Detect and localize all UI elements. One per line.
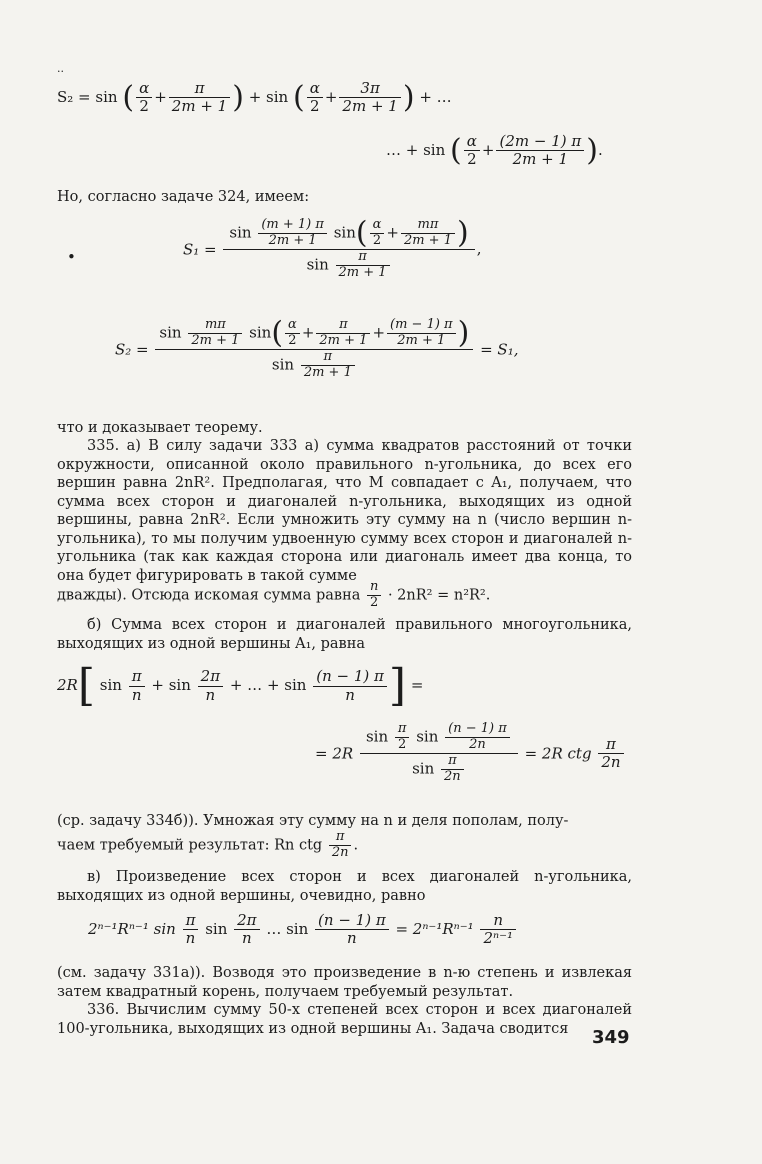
frac-den: 2m + 1 bbox=[338, 264, 387, 280]
frac-num: (n − 1) π bbox=[315, 912, 389, 930]
frac-den: n bbox=[185, 929, 196, 948]
frac-den: 2m + 1 bbox=[512, 150, 569, 169]
equation-s2-sum: S₂ = sin ( $\frac{\alpha}{2}$ + $\frac{\pi}{2m + 1}$ ) + sin ( $\frac{\alpha}{2}$ + $\frac{3\pi}{2m + 1}$ ) + … bbox=[57, 79, 452, 116]
paragraph-334b: (ср. задачу 334б)). Умножая эту сумму на n и деля пополам, полу- bbox=[57, 813, 569, 829]
para-result-tail: . bbox=[353, 837, 359, 854]
bullet-mark: • bbox=[67, 248, 76, 266]
frac-num: π bbox=[129, 668, 145, 686]
paragraph-335a: 335. а) В силу задачи 333 а) сумма квадратов расстояний от точки окружности, описанной около правильного n-угольника, до всех его вершин равна 2nR². Предполагая, что M совпадает с A₁, получаем, что сумма всех сторон и диагоналей n-угольника, выходящих из одной вершины, равна 2nR². Если умножить эту сумму на n (число вершин n-угольника), то мы получим удвоенную сумму всех сторон и диагоналей n-угольника (так как каждая сторона или диагональ имеет два конца, то она будет фигурировать в такой сумме bbox=[57, 438, 632, 584]
paragraph-331: (см. задачу 331а)). Возводя это произведение в n-ю степень и извлекая затем квадратный корень, получаем требуемый результат. bbox=[57, 965, 632, 1000]
sin-label: sin bbox=[229, 223, 252, 242]
eq-b1-tail: = bbox=[410, 676, 424, 694]
sin-label: sin bbox=[365, 727, 389, 746]
sin-label: sin bbox=[306, 255, 329, 274]
eq-b1-plus: + sin bbox=[151, 676, 191, 694]
paragraph-result bbox=[57, 830, 358, 861]
frac-den: n bbox=[131, 685, 142, 704]
frac-num: π bbox=[336, 250, 390, 266]
eq-s2-dots: + … bbox=[419, 87, 452, 106]
sin-label: sin bbox=[159, 323, 182, 342]
frac-num: 2π bbox=[234, 912, 259, 930]
frac-num: π bbox=[301, 350, 355, 366]
frac-den: 2m + 1 bbox=[319, 332, 368, 348]
equation-s2-fraction: S₂ = sin $\frac{m\pi}{2m + 1}$ sin( $\frac{\alpha}{2}$ + $\frac{\pi}{2m + 1}$ + $\frac{(m - 1) \pi}{2m + 1}$ ) sin $\frac{\pi}{2m + 1}$ = S₁, bbox=[115, 315, 519, 380]
sin-label: sin bbox=[271, 355, 295, 374]
frac-den: 2 bbox=[467, 150, 477, 169]
frac-num: π bbox=[169, 80, 230, 98]
paragraph-theorem: что и доказывает теорему. bbox=[57, 420, 263, 436]
para-result-text: чаем требуемый результат: Rn ctg bbox=[57, 837, 323, 854]
frac-num: mπ bbox=[401, 218, 455, 234]
frac-den: 2 bbox=[310, 97, 320, 116]
sin-label: sin bbox=[333, 223, 356, 242]
paragraph-335a-end bbox=[57, 580, 490, 611]
frac-den: 2m + 1 bbox=[171, 97, 228, 116]
frac-num: α bbox=[464, 133, 480, 151]
frac-num: π bbox=[598, 736, 623, 754]
eq-s2-cont-lead: … + sin bbox=[386, 140, 446, 159]
frac-num: 3π bbox=[339, 80, 400, 98]
frac-den: 2 bbox=[370, 594, 379, 610]
frac-den: 2m + 1 bbox=[342, 97, 398, 116]
frac-num: α bbox=[136, 80, 152, 98]
frac-den: 2ⁿ⁻¹ bbox=[483, 929, 514, 948]
frac-num: α bbox=[285, 318, 300, 334]
paragraph-336: 336. Вычислим сумму 50-х степеней всех сторон и всех диагоналей 100-угольника, выходящих из одной вершины A₁. Задача сводится bbox=[57, 1002, 632, 1037]
frac-num: π bbox=[441, 754, 464, 770]
eq-b2-rhs: = 2R ctg bbox=[524, 744, 592, 763]
frac-den: 2 bbox=[372, 232, 382, 248]
frac-num: (2m − 1) π bbox=[496, 133, 584, 151]
eq-s2-lhs: S₂ = sin bbox=[57, 87, 118, 106]
frac-num: π bbox=[316, 318, 370, 334]
frac-num: mπ bbox=[188, 318, 242, 334]
paragraph-335c: в) Произведение всех сторон и всех диагоналей n-угольника, выходящих из одной вершины, очевидно, равно bbox=[57, 869, 632, 904]
frac-den: 2m + 1 bbox=[397, 332, 446, 348]
frac-den: n bbox=[242, 929, 252, 948]
frac-den: n bbox=[205, 685, 216, 704]
eq-b1-dots: + … + sin bbox=[229, 676, 307, 694]
paragraph-intro: Но, согласно задаче 324, имеем: bbox=[57, 189, 310, 205]
frac-num: (m + 1) π bbox=[258, 218, 327, 234]
eq-c-dots: … sin bbox=[266, 919, 309, 938]
frac-den: n bbox=[347, 929, 357, 948]
para-335a-end-tail: · 2nR² = n²R². bbox=[387, 587, 491, 604]
frac-num: (n − 1) π bbox=[445, 722, 510, 738]
eq-s2b-lhs: S₂ = bbox=[115, 340, 149, 359]
frac-num: n bbox=[367, 580, 381, 596]
eq-b2-lead: = 2R bbox=[315, 744, 354, 763]
eq-s1-comma: , bbox=[476, 239, 482, 258]
equation-s2-continuation: … + sin ( $\frac{\alpha}{2}$ + $\frac{(2m - 1) \pi}{2m + 1}$ ). bbox=[386, 132, 603, 169]
frac-num: π bbox=[395, 722, 410, 738]
frac-den: 2m + 1 bbox=[303, 364, 352, 380]
frac-den: 2m + 1 bbox=[268, 232, 317, 248]
frac-den: 2n bbox=[469, 736, 486, 752]
sin-label: sin bbox=[99, 676, 122, 694]
equation-c bbox=[88, 912, 518, 948]
eq-c-eq: = 2ⁿ⁻¹Rⁿ⁻¹ bbox=[395, 919, 474, 938]
equation-s1: S₁ = sin $\frac{(m + 1) \pi}{2m + 1}$ sin( $\frac{\alpha}{2}$ + $\frac{m\pi}{2m + 1}$ ) sin $\frac{\pi}{2m + 1}$ , bbox=[183, 215, 482, 280]
frac-den: n bbox=[345, 685, 355, 704]
frac-den: 2n bbox=[601, 752, 621, 771]
page-number: 349 bbox=[592, 1027, 630, 1048]
eq-s1-lhs: S₁ = bbox=[183, 240, 217, 259]
frac-num: 2π bbox=[198, 668, 223, 686]
frac-num: π bbox=[183, 912, 199, 930]
para-335a-end-text: дважды). Отсюда искомая сумма равна bbox=[57, 587, 361, 604]
sin-label: sin bbox=[412, 759, 435, 778]
frac-num: π bbox=[329, 830, 352, 846]
frac-den: 2 bbox=[288, 332, 297, 348]
eq-s2b-rhs: = S₁, bbox=[480, 340, 519, 359]
eq-s2-plus: + sin bbox=[248, 87, 289, 106]
frac-den: 2 bbox=[139, 97, 149, 116]
sin-label: sin bbox=[249, 323, 272, 342]
frac-den: 2 bbox=[398, 736, 407, 752]
frac-den: 2n bbox=[331, 844, 349, 860]
paragraph-335b: б) Сумма всех сторон и диагоналей правильного многоугольника, выходящих из одной вершины A₁, равна bbox=[57, 617, 632, 652]
top-mark: .. bbox=[57, 62, 64, 75]
equation-b-line1: 2R[ sin $\frac{\pi}{n}$ + sin $\frac{2\pi}{n}$ + … + sin $\frac{(n - 1) \pi}{n}$ ] = bbox=[57, 660, 424, 711]
eq-c-lead: 2ⁿ⁻¹Rⁿ⁻¹ sin bbox=[88, 919, 176, 938]
eq-c-mid: sin bbox=[205, 919, 228, 938]
frac-num: α bbox=[370, 218, 385, 234]
eq-b1-lead: 2R bbox=[57, 676, 78, 694]
frac-den: 2n bbox=[444, 768, 461, 784]
equation-b-line2 bbox=[315, 722, 626, 785]
frac-num: α bbox=[307, 80, 323, 98]
frac-num: n bbox=[480, 912, 516, 930]
frac-num: (m − 1) π bbox=[387, 318, 456, 334]
frac-den: 2m + 1 bbox=[403, 232, 452, 248]
frac-num: (n − 1) π bbox=[313, 668, 387, 686]
frac-den: 2m + 1 bbox=[191, 332, 240, 348]
sin-label: sin bbox=[416, 727, 439, 746]
